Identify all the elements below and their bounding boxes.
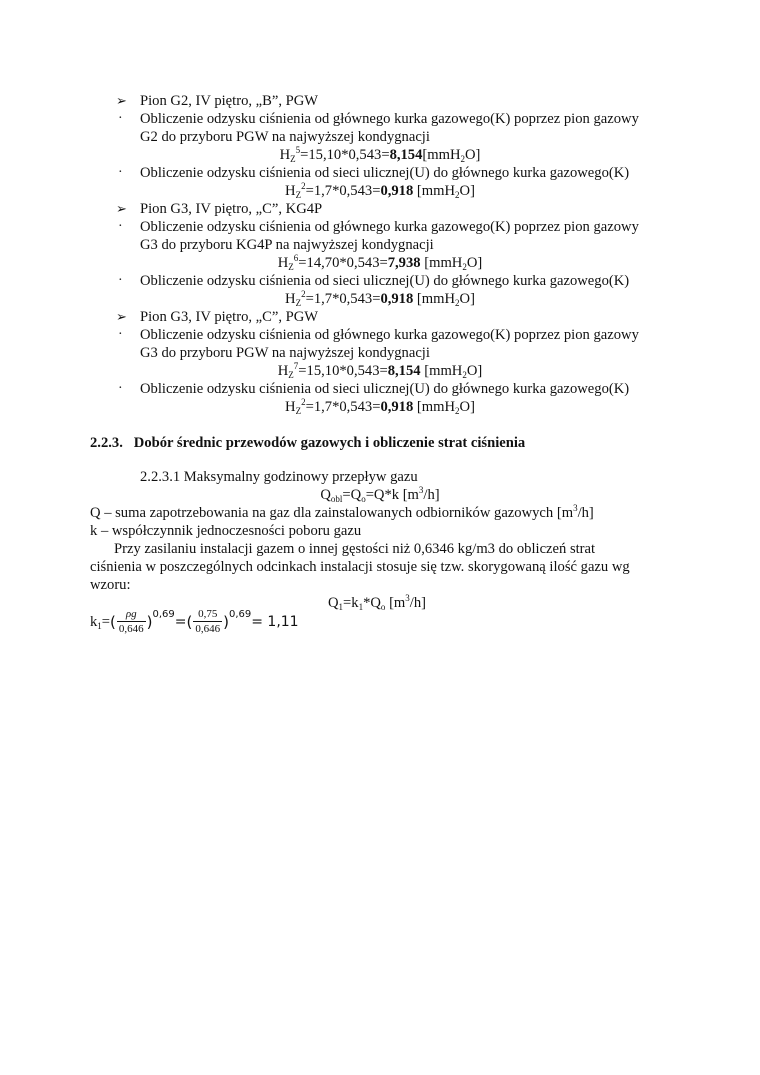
item-heading: Pion G3, IV piętro, „C”, KG4P [140,201,323,217]
item-desc-cont: G3 do przyboru PGW na najwyższej kondygnacji [140,345,430,361]
definition-k: k – współczynnik jednoczesności poboru gazu [90,523,362,539]
dot-bullet-icon: · [118,273,123,288]
dot-bullet-icon: · [118,381,123,396]
equation-line: $H_Z^2=1,7*0,543=0,918$ [mmH$_2$O] [285,289,475,308]
item-desc: Obliczenie odzysku ciśnienia od sieci ulicznej(U) do głównego kurka gazowego(K) [140,381,630,397]
section-number: 2.2.3. [90,435,123,451]
equation-line: $H_Z^7=15,10*0,543=8,154$ [mmH$_2$O] [277,361,483,380]
dot-bullet-icon: · [118,219,123,234]
dot-bullet-icon: · [118,327,123,342]
item-desc: Obliczenie odzysku ciśnienia od sieci ulicznej(U) do głównego kurka gazowego(K) [140,273,630,289]
subsection-title: 2.2.3.1 Maksymalny godzinowy przepływ gazu [140,469,418,485]
q-obl-formula: $Q_{obl}=Q_o=Q*k$ $[m^3/h]$ [320,485,440,504]
item-desc: Obliczenie odzysku ciśnienia od sieci ulicznej(U) do głównego kurka gazowego(K) [140,165,630,181]
paragraph-line: ciśnienia w poszczególnych odcinkach instalacji stosuje się tzw. skorygowaną ilość gazu wg [90,559,630,575]
item-heading: Pion G3, IV piętro, „C”, PGW [140,309,319,325]
equation-line: $H_Z^6=14,70*0,543=7,938$ [mmH$_2$O] [277,253,483,272]
paragraph-line: wzoru: [90,577,131,593]
equation-line: $H_Z^2=1,7*0,543=0,918$ [mmH$_2$O] [285,397,475,416]
k1-formula: $k_1=$( $\frac{\rho g}{0,646}$ )0,69=( $\frac{0,75}{0,646}$ )0,69= 1,11 [90,608,299,635]
arrow-bullet-icon: ➢ [116,201,127,216]
item-heading: Pion G2, IV piętro, „B”, PGW [140,93,319,109]
item-desc-cont: G2 do przyboru PGW na najwyższej kondygnacji [140,129,430,145]
arrow-bullet-icon: ➢ [116,93,127,108]
item-desc: Obliczenie odzysku ciśnienia od głównego kurka gazowego(K) poprzez pion gazowy [140,327,639,343]
equation-line: $H_Z^2=1,7*0,543=0,918$ [mmH$_2$O] [285,181,475,200]
fraction-075: $\frac{0,75}{0,646}$ [195,608,221,635]
dot-bullet-icon: · [118,111,123,126]
item-desc: Obliczenie odzysku ciśnienia od głównego kurka gazowego(K) poprzez pion gazowy [140,219,639,235]
equation-line: $H_Z^5=15,10*0,543=8,154[mmH_2O]$ [279,145,481,164]
definition-q: Q – suma zapotrzebowania na gaz dla zainstalowanych odbiorników gazowych $[m^3/h]$ [90,503,594,521]
section-heading [90,434,525,452]
paragraph-line: Przy zasilaniu instalacji gazem o innej gęstości niż 0,6346 kg/m3 do obliczeń strat [114,541,596,557]
item-desc: Obliczenie odzysku ciśnienia od głównego kurka gazowego(K) poprzez pion gazowy [140,111,639,127]
dot-bullet-icon: · [118,165,123,180]
arrow-bullet-icon: ➢ [116,309,127,324]
item-desc-cont: G3 do przyboru KG4P na najwyższej kondygnacji [140,237,434,253]
section-title: Dobór średnic przewodów gazowych i obliczenie strat ciśnienia [133,435,526,451]
fraction-rho-g: $\frac{\rho g}{0,646}$ [118,608,144,635]
q1-formula: $Q_1=k_1*Q_o$ $[m^3/h]$ [328,593,427,612]
